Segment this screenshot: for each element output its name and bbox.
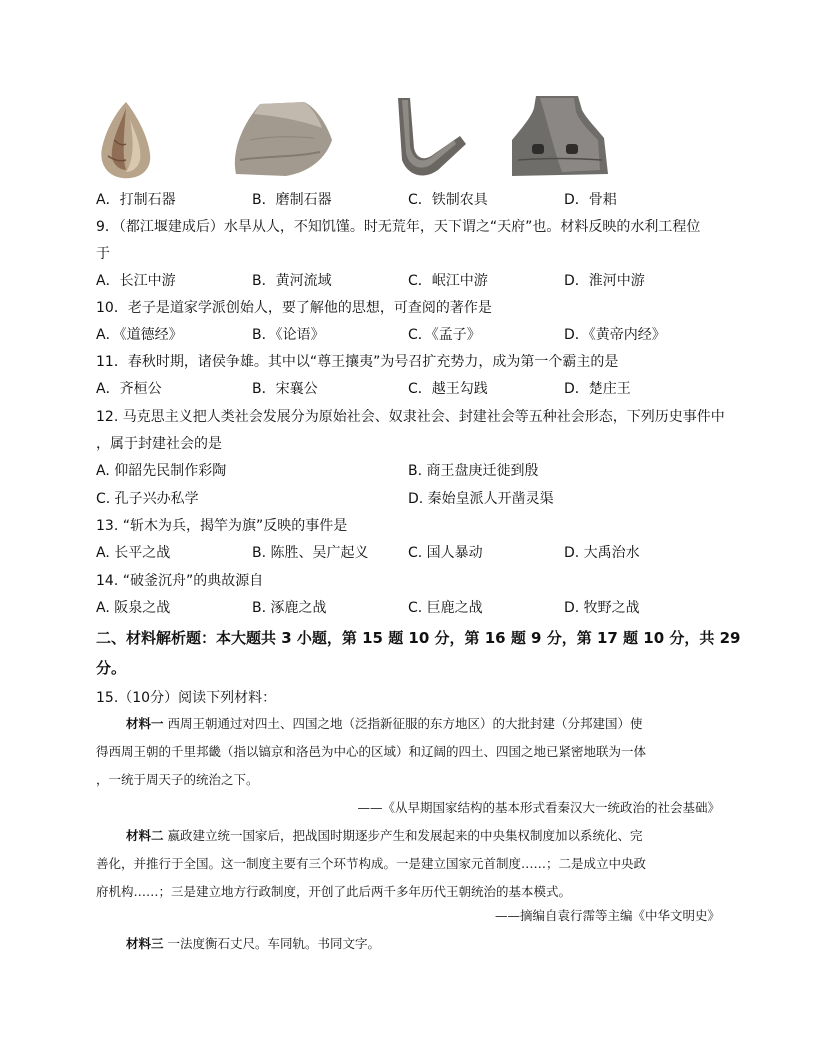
q15-material2-line2: 善化，并推行于全国。这一制度主要有三个环节构成。一是建立国家元首制度……；二是成立中央政: [96, 856, 647, 871]
q14-option-b: B. 涿鹿之战: [252, 600, 327, 616]
q9-option-b: B．黄河流域: [252, 273, 332, 289]
section2-title-line2: 分。: [96, 659, 127, 677]
image-label-b: B．磨制石器: [252, 192, 332, 208]
q10-option-d: D．《黄帝内经》: [564, 327, 666, 343]
q15-material2-line1: [126, 826, 750, 846]
q15-material2-line3: 府机构……；三是建立地方行政制度，开创了此后两千多年历代王朝统治的基本模式。: [96, 884, 572, 899]
q15-material2-source: ——摘编自袁行霈等主编《中华文明史》: [494, 908, 720, 923]
q14-stem: 14. “破釜沉舟”的典故源自: [96, 573, 264, 589]
q12-option-d: D. 秦始皇派人开凿灵渠: [408, 491, 554, 507]
q14-option-c: C. 巨鹿之战: [408, 600, 483, 616]
material1-label: 材料一: [126, 716, 164, 731]
q11-stem: 11．春秋时期，诸侯争雄。其中以“尊王攘夷”为号召扩充势力，成为第一个霸主的是: [96, 354, 619, 370]
q12-option-c: C. 孔子兴办私学: [96, 491, 199, 507]
q12-stem-line1: 12. 马克思主义把人类社会发展分为原始社会、奴隶社会、封建社会等五种社会形态，下列历史事件中: [96, 409, 725, 425]
q10-stem: 10．老子是道家学派创始人，要了解他的思想，可查阅的著作是: [96, 300, 492, 316]
q15-material3-line1: [126, 934, 750, 954]
q13-option-b: B. 陈胜、吴广起义: [252, 545, 369, 561]
q11-option-d: D．楚庄王: [564, 381, 631, 397]
q15-material1-line3: ，一统于周天子的统治之下。: [96, 772, 259, 787]
q10-option-b: B．《论语》: [252, 327, 325, 343]
q10-option-a: A．《道德经》: [96, 327, 183, 343]
q9-option-a: A．长江中游: [96, 273, 176, 289]
image-label-c: C．铁制农具: [408, 192, 488, 208]
q9-stem-line1: 9．（都江堰建成后）水旱从人，不知饥馑。时无荒年，天下谓之“天府”也。材料反映的水利工程位: [96, 219, 701, 235]
q13-option-a: A. 长平之战: [96, 545, 171, 561]
q13-option-c: C. 国人暴动: [408, 545, 483, 561]
q11-option-b: B．宋襄公: [252, 381, 318, 397]
q11-option-c: C．越王勾践: [408, 381, 488, 397]
polished-stone-tool-image: [230, 100, 334, 178]
q15-stem: 15.（10分）阅读下列材料：: [96, 690, 277, 706]
material3-label: 材料三: [126, 936, 164, 951]
q14-option-a: A. 阪泉之战: [96, 600, 171, 616]
bone-spade-image: [504, 94, 614, 180]
material2-text-line1: 嬴政建立统一国家后，把战国时期逐步产生和发展起来的中央集权制度加以系统化、完: [163, 828, 643, 843]
material3-text-line1: 一法度衡石丈尺。车同轨。书同文字。: [163, 936, 380, 951]
iron-farm-tool-image: [394, 96, 470, 180]
q9-option-c: C．岷江中游: [408, 273, 488, 289]
q10-option-c: C．《孟子》: [408, 327, 481, 343]
q11-option-a: A．齐桓公: [96, 381, 162, 397]
q9-option-d: D．淮河中游: [564, 273, 645, 289]
q13-stem: 13. “斩木为兵，揭竿为旗”反映的事件是: [96, 518, 348, 534]
q14-option-d: D. 牧野之战: [564, 600, 640, 616]
q12-option-a: A. 仰韶先民制作彩陶: [96, 463, 227, 479]
section2-title-line1: 二、材料解析题：本大题共 3 小题，第 15 题 10 分，第 16 题 9 分，第 17 题 10 分，共 29: [96, 629, 741, 647]
q9-stem-line2: 于: [96, 246, 110, 262]
q12-stem-line2: ，属于封建社会的是: [96, 436, 222, 452]
material1-text-line1: 西周王朝通过对四土、四国之地（泛指新征服的东方地区）的大批封建（分邦建国）使: [163, 716, 643, 731]
q12-option-b: B. 商王盘庚迁徙到殷: [408, 463, 539, 479]
q15-material1-line2: 得西周王朝的千里邦畿（指以镐京和洛邑为中心的区域）和辽阔的四土、四国之地已紧密地联为一体: [96, 744, 647, 759]
image-label-d: D．骨耜: [564, 192, 617, 208]
q15-material1-line1: [126, 714, 750, 734]
q13-option-d: D. 大禹治水: [564, 545, 640, 561]
material2-label: 材料二: [126, 828, 164, 843]
image-label-a: A．打制石器: [96, 192, 176, 208]
chipped-stone-tool-image: [96, 100, 156, 180]
q15-material1-source: ——《从早期国家结构的基本形式看秦汉大一统政治的社会基础》: [357, 800, 720, 815]
